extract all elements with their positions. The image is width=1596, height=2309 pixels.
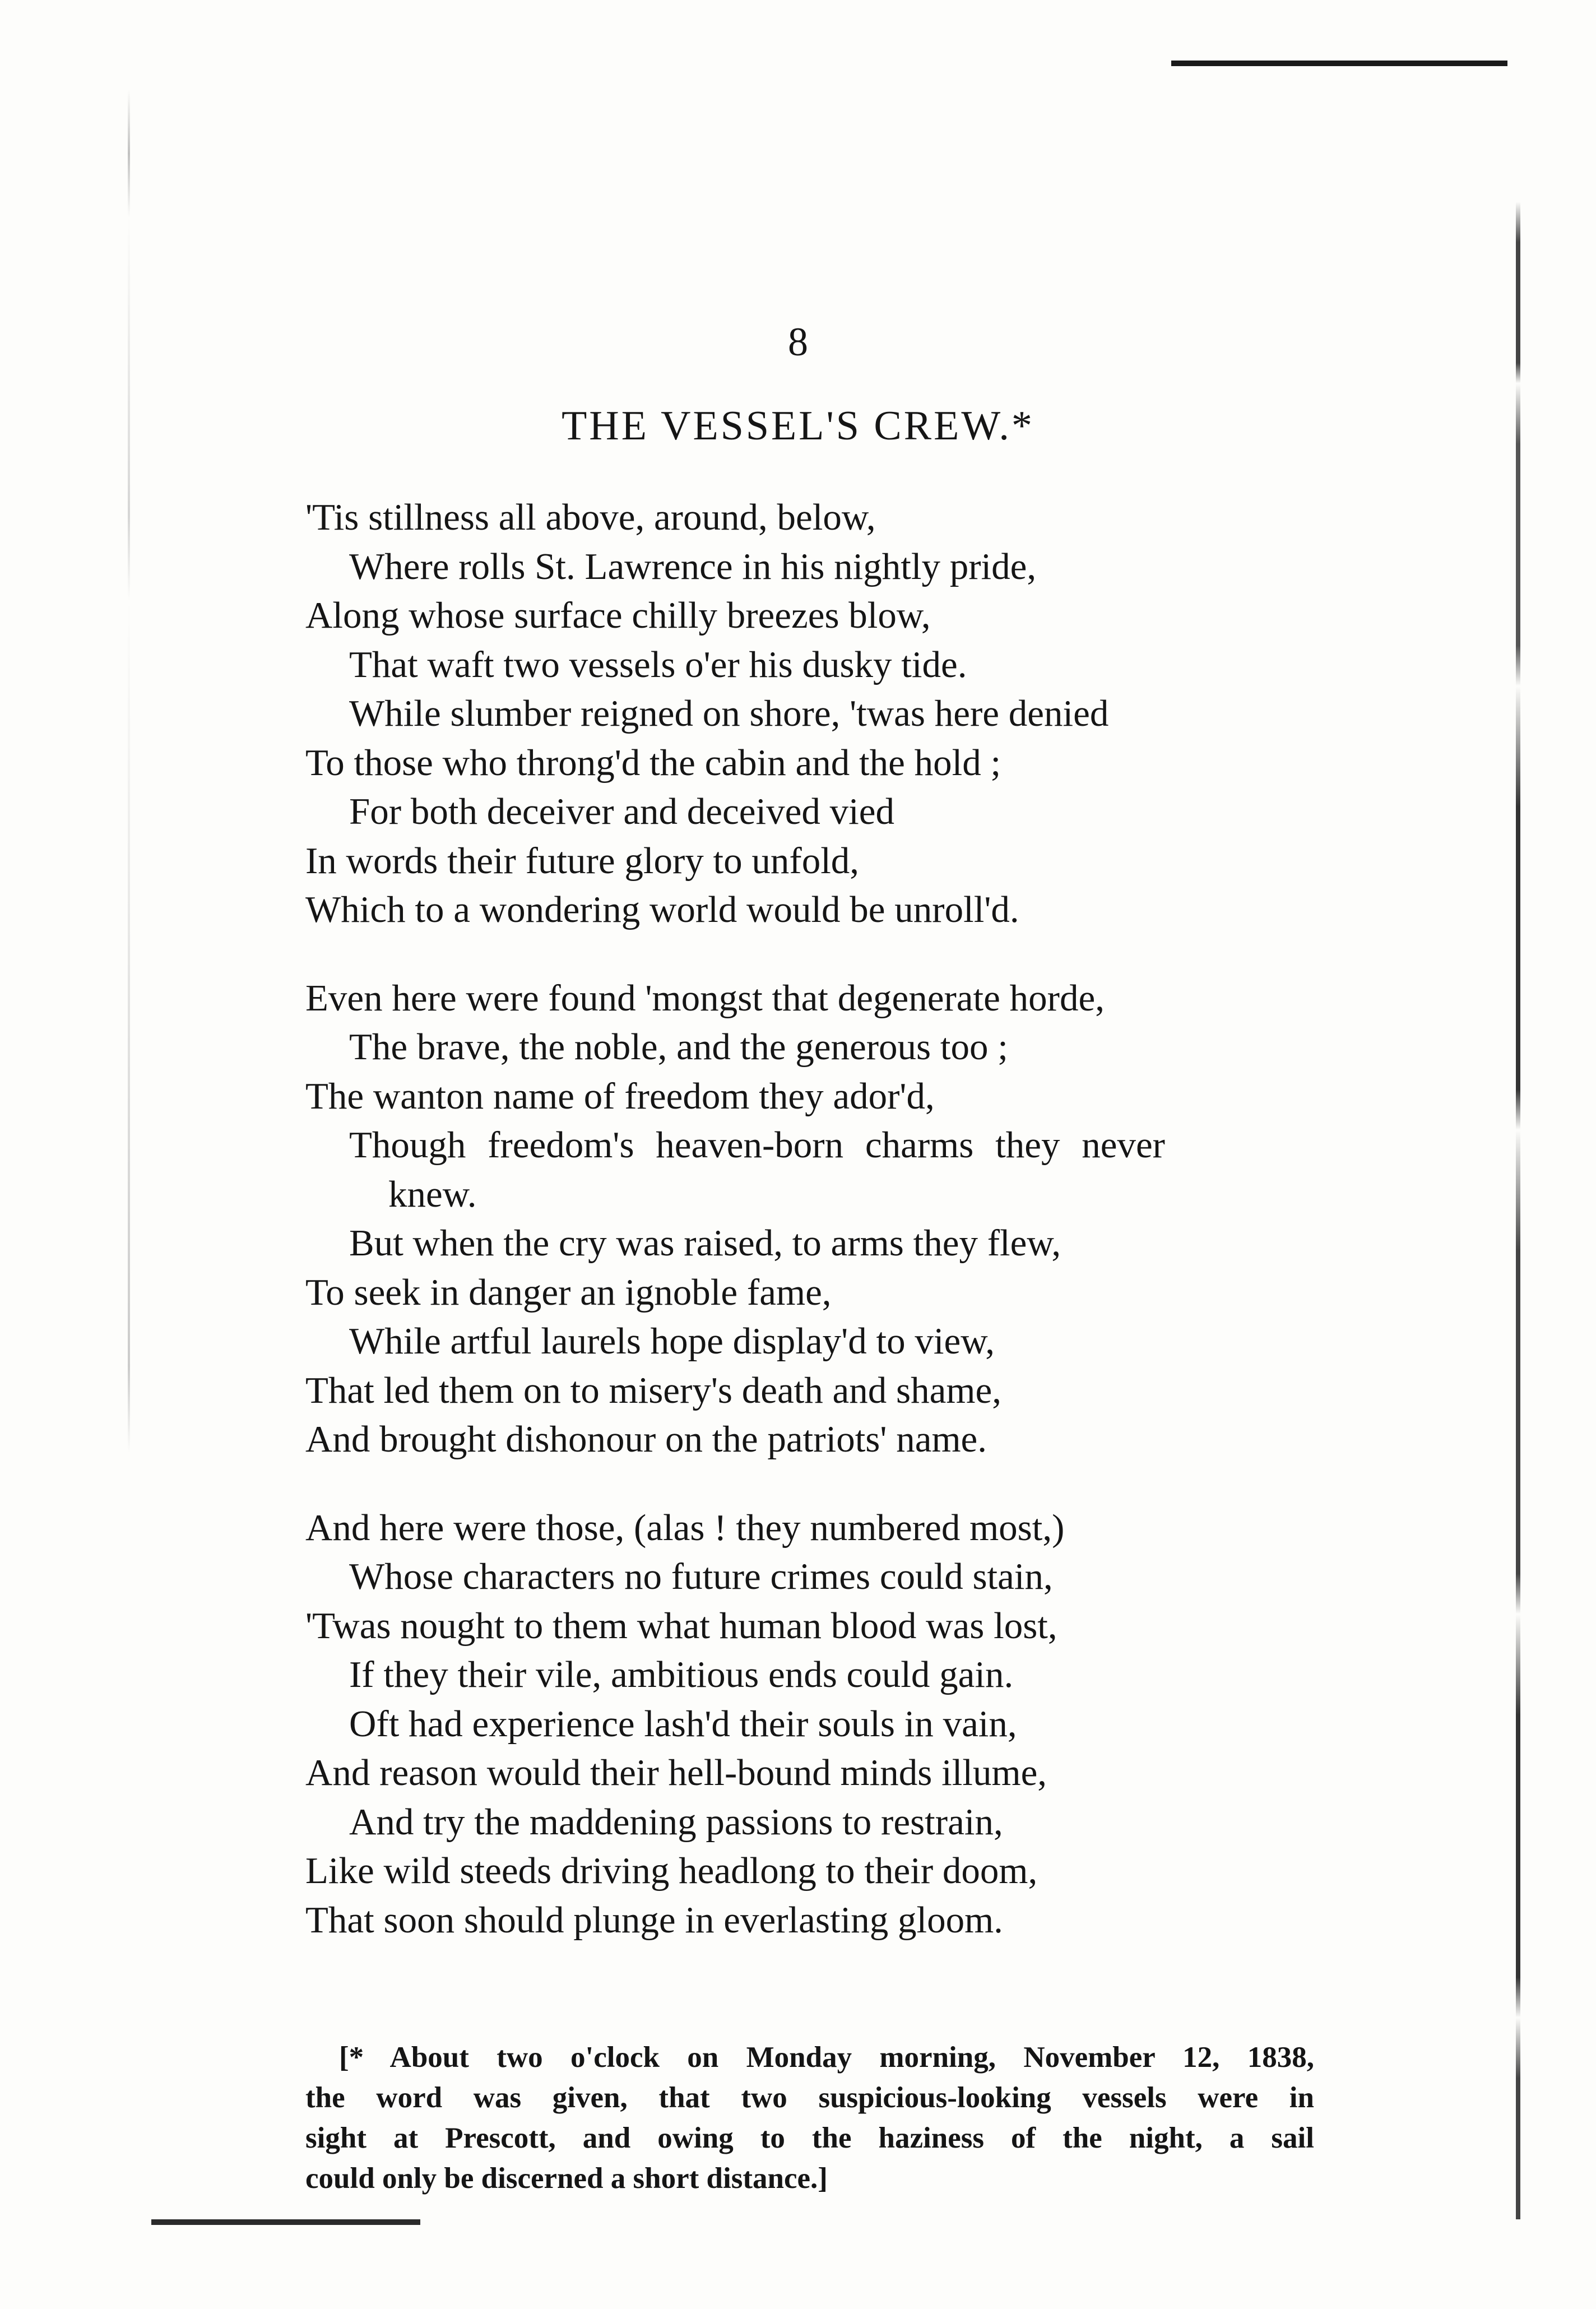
poem-line: 'Twas nought to them what human blood was lost, — [305, 1605, 1057, 1647]
scan-edge-right — [1516, 202, 1520, 2219]
poem-line: Along whose surface chilly breezes blow, — [305, 595, 931, 636]
poem-line: Whose characters no future crimes could stain, — [349, 1556, 1053, 1597]
poem-line: And reason would their hell-bound minds illume, — [305, 1752, 1047, 1793]
poem-line: 'Tis stillness all above, around, below, — [305, 497, 876, 538]
poem-line: For both deceiver and deceived vied — [349, 791, 894, 832]
poem-line: Even here were found 'mongst that degenerate horde, — [305, 977, 1105, 1019]
poem-line: While slumber reigned on shore, 'twas here denied — [349, 693, 1109, 734]
poem-line: And here were those, (alas ! they numbered most,) — [305, 1506, 1065, 1548]
stanza-2 — [305, 974, 1370, 1464]
page-number: 8 — [788, 319, 808, 364]
stanza-1 — [305, 493, 1370, 935]
poem-line: In words their future glory to unfold, — [305, 840, 860, 882]
poem-line: knew. — [388, 1173, 477, 1215]
poem-line: Though freedom's heaven-born charms they never — [349, 1124, 1165, 1166]
poem-body — [305, 493, 1370, 1984]
stanza-3 — [305, 1504, 1370, 1945]
poem-line: To seek in danger an ignoble fame, — [305, 1271, 832, 1313]
footnote-line: [* About two o'clock on Monday morning, November 12, 1838, — [339, 2041, 1314, 2074]
poem-line: And try the maddening passions to restrain, — [349, 1801, 1003, 1843]
poem-line: The brave, the noble, and the generous too ; — [349, 1026, 1008, 1068]
footnote-line: could only be discerned a short distance.] — [305, 2162, 828, 2195]
poem-title: THE VESSEL'S CREW.* — [562, 403, 1034, 449]
poem-line: That led them on to misery's death and shame, — [305, 1369, 1001, 1411]
scan-edge-rule-bottom — [151, 2219, 420, 2225]
poem-line: Where rolls St. Lawrence in his nightly pride, — [349, 545, 1037, 587]
poem-line: And brought dishonour on the patriots' name. — [305, 1418, 987, 1460]
poem-line: If they their vile, ambitious ends could gain. — [349, 1654, 1014, 1695]
scan-edge-rule-top — [1171, 61, 1507, 66]
poem-line: That soon should plunge in everlasting gloom. — [305, 1899, 1003, 1941]
footnote — [305, 2037, 1314, 2199]
poem-line: The wanton name of freedom they ador'd, — [305, 1075, 935, 1117]
poem-line: That waft two vessels o'er his dusky tide. — [349, 643, 967, 685]
poem-line: While artful laurels hope display'd to view, — [349, 1320, 995, 1362]
poem-line: Which to a wondering world would be unroll'd. — [305, 889, 1019, 930]
poem-line: But when the cry was raised, to arms they flew, — [349, 1222, 1061, 1264]
poem-line: Like wild steeds driving headlong to their doom, — [305, 1850, 1038, 1891]
footnote-line: the word was given, that two suspicious-looking vessels were in — [305, 2081, 1314, 2114]
footnote-line: sight at Prescott, and owing to the haziness of the night, a sail — [305, 2122, 1314, 2154]
poem-line: Oft had experience lash'd their souls in vain, — [349, 1703, 1017, 1745]
poem-line: To those who throng'd the cabin and the hold ; — [305, 741, 1001, 783]
